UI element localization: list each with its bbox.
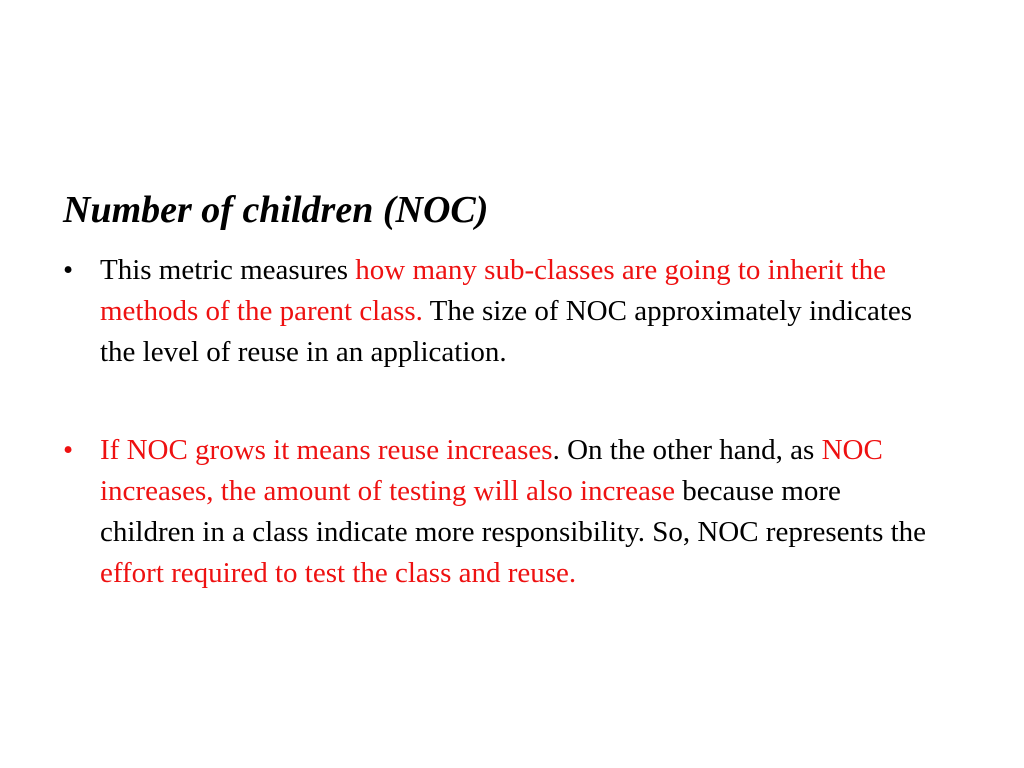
bullet-2-text-part-1: . On the other hand, as [552,434,822,466]
bullet-marker-2: • [63,434,74,466]
bullet-2-highlight-3: effort required to test the class and reuse. [100,557,577,589]
bullet-1-highlight: how many sub-classes are going to inherit the methods of the parent class. [100,254,887,327]
bullet-1-text-part-2: The size of NOC approximately indicates the level of reuse in an application. [100,295,913,368]
bullet-2-highlight-2: NOC increases, the amount of testing will also increase [100,434,883,507]
bullet-1-text-part-1: This metric measures [100,254,356,286]
bullet-2-text-part-2: because more children in a class indicate more responsibility. So, NOC represents the [100,475,927,548]
slide-title: Number of children (NOC) [63,189,489,231]
bullet-item-1 [63,250,943,373]
bullet-item-2 [63,430,943,594]
bullet-marker-1: • [63,254,74,286]
bullet-2-highlight-1: If NOC grows it means reuse increases [100,434,553,466]
